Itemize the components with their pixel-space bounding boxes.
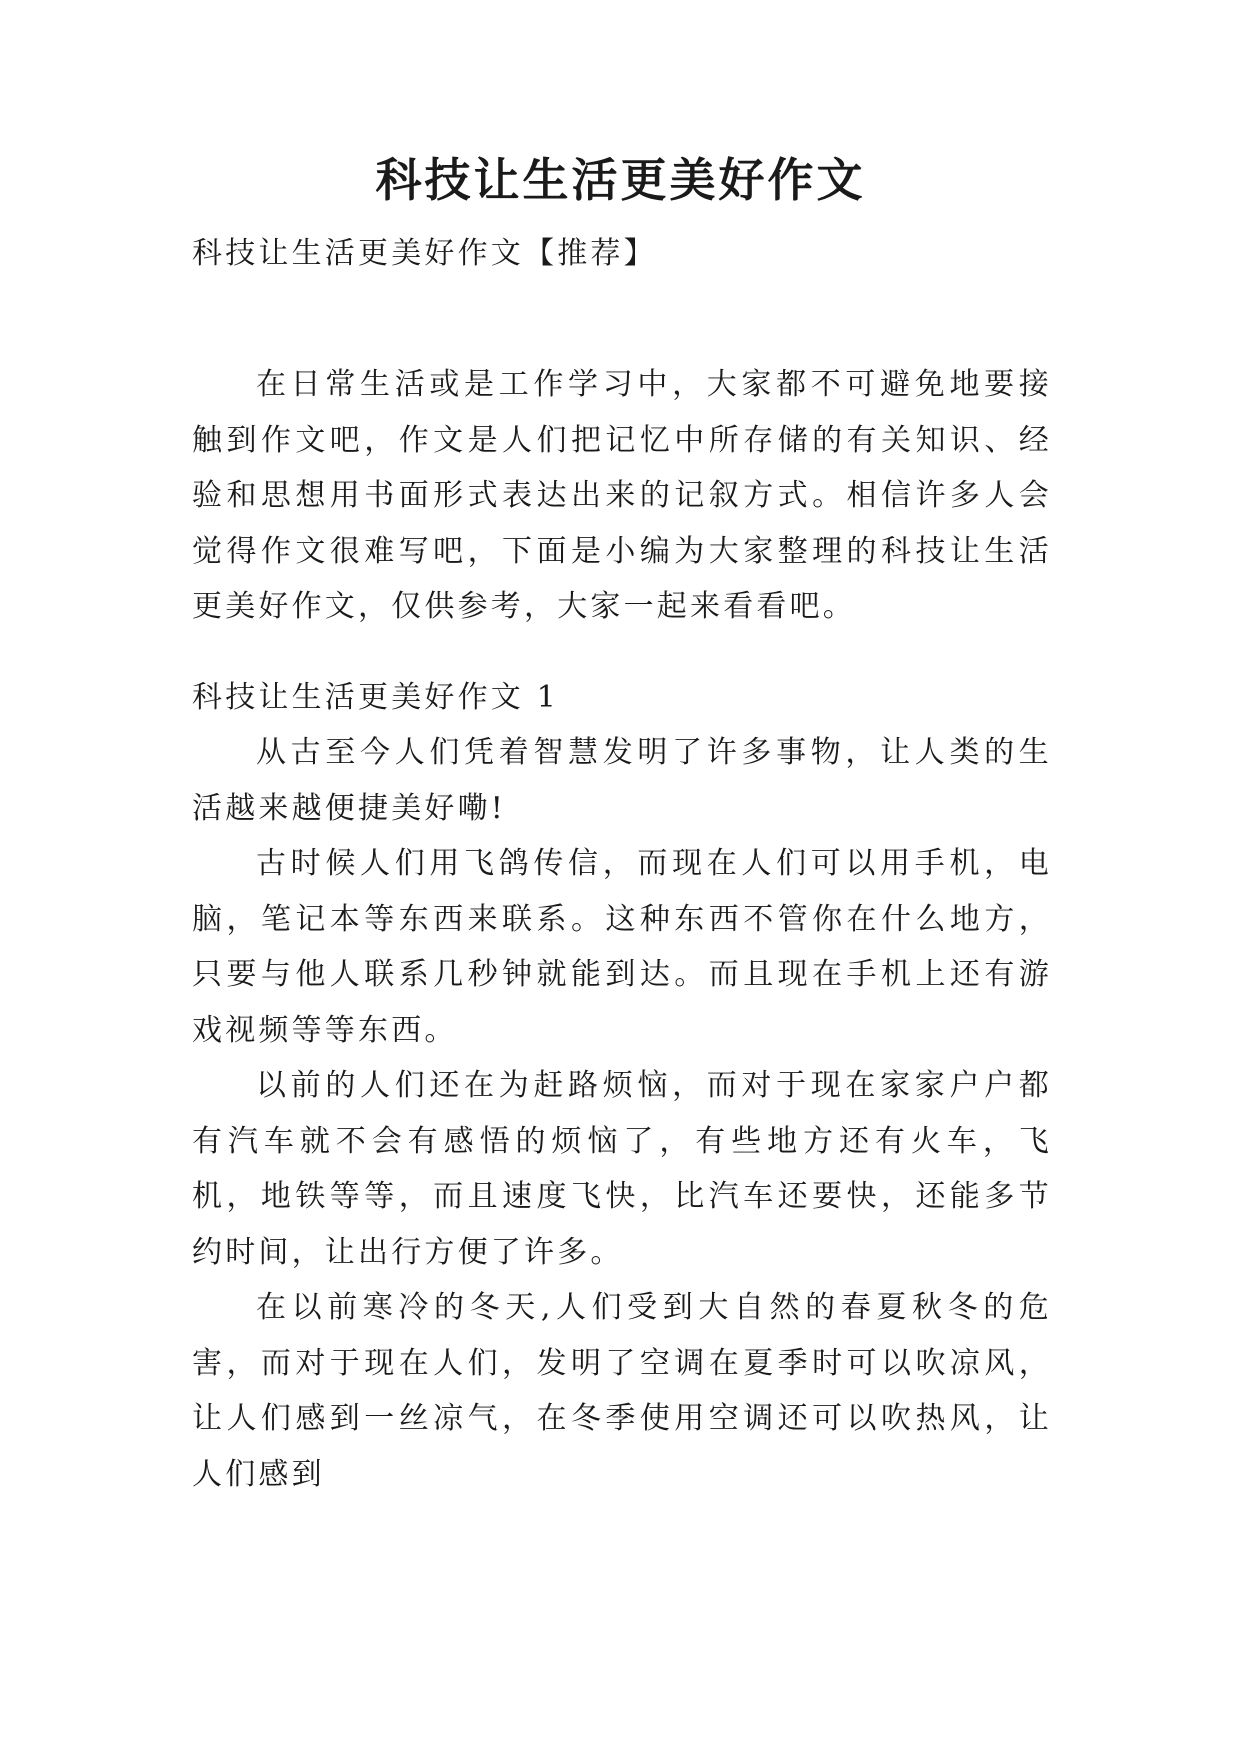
intro-paragraph: 在日常生活或是工作学习中，大家都不可避免地要接触到作文吧，作文是人们把记忆中所存储的有关知识、经验和思想用书面形式表达出来的记叙方式。相信许多人会觉得作文很难写吧，下面是小编为大家整理的科技让生活更美好作文，仅供参考，大家一起来看看吧。 (192, 367, 1052, 624)
document-subtitle: 科技让生活更美好作文【推荐】 (192, 236, 657, 271)
body-paragraph: 在以前寒冷的冬天,人们受到大自然的春夏秋冬的危害，而对于现在人们，发明了空调在夏季时可以吹凉风，让人们感到一丝凉气，在冬季使用空调还可以吹热风，让人们感到 (192, 1290, 1052, 1492)
document-title: 科技让生活更美好作文 (375, 153, 866, 207)
body-paragraph: 从古至今人们凭着智慧发明了许多事物，让人类的生活越来越便捷美好嘞! (192, 735, 1052, 826)
body-paragraph: 以前的人们还在为赶路烦恼，而对于现在家家户户都有汽车就不会有感悟的烦恼了，有些地方还有火车，飞机，地铁等等，而且速度飞快，比汽车还要快，还能多节约时间，让出行方便了许多。 (192, 1068, 1052, 1270)
body-paragraph: 古时候人们用飞鸽传信，而现在人们可以用手机，电脑，笔记本等东西来联系。这种东西不管你在什么地方，只要与他人联系几秒钟就能到达。而且现在手机上还有游戏视频等等东西。 (192, 846, 1052, 1048)
section-heading: 科技让生活更美好作文 1 (192, 680, 560, 715)
